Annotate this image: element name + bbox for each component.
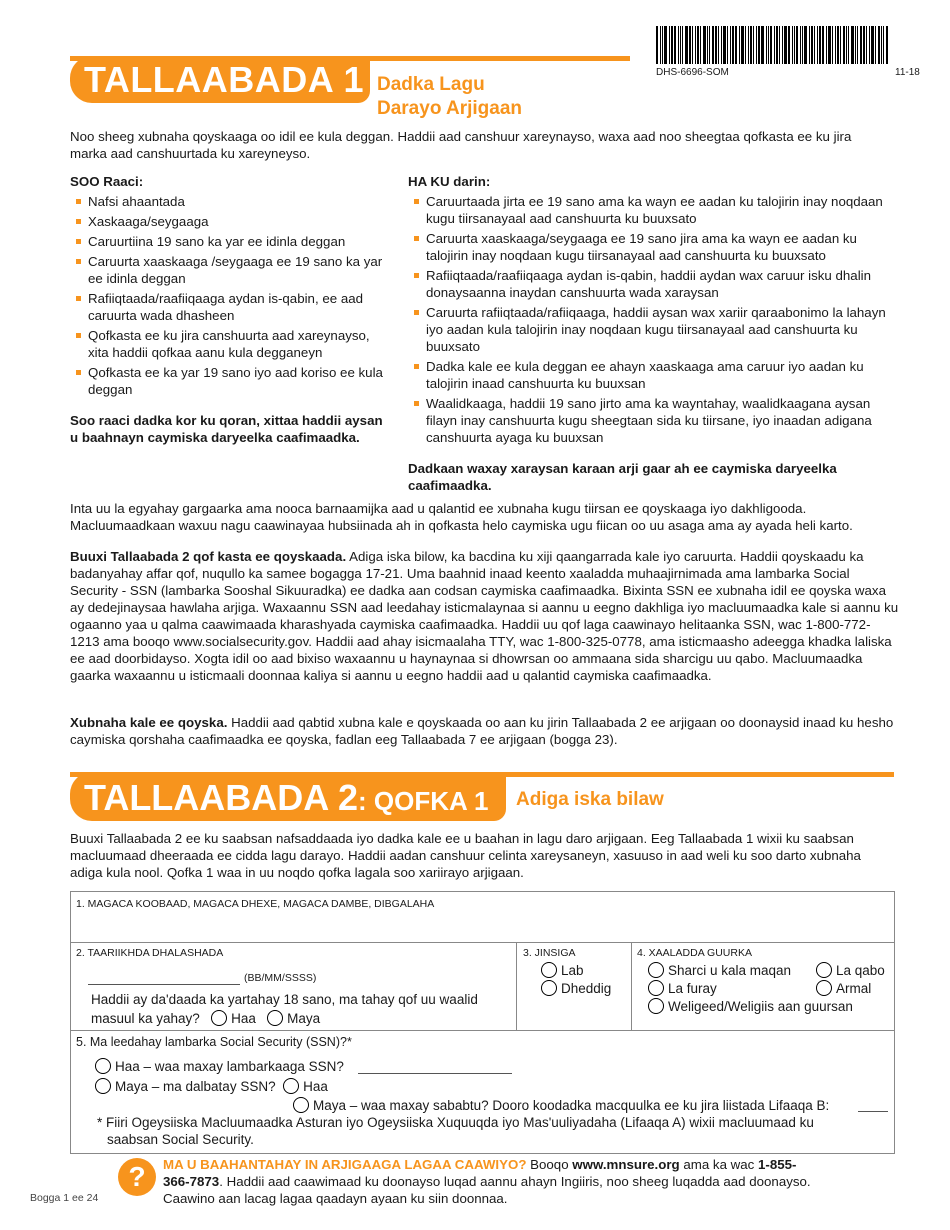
exclude-note: Dadkaan waxay xaraysan karaan arji gaar ah ee caymiska daryeelka caafimaadka. (408, 461, 837, 493)
ssn-applied-yes-radio[interactable] (283, 1078, 299, 1094)
marital-widowed-label: Armal (836, 981, 872, 996)
exclude-item: Dadka kale ee kula deggan ee ahayn xaaskaaga ama caruur iyo aadan ku talojirin inaad canshuurta ku buuxsan (408, 358, 888, 392)
dob-input[interactable] (88, 971, 240, 985)
barcode-bar (697, 26, 699, 64)
guardian-no-radio[interactable] (267, 1010, 283, 1026)
col-divider-1 (516, 942, 517, 1030)
barcode-bar (709, 26, 710, 64)
barcode-bar (695, 26, 696, 64)
barcode-bar (756, 26, 757, 64)
barcode-bar (846, 26, 847, 64)
barcode-bar (796, 26, 798, 64)
include-item: Nafsi ahaantada (70, 193, 385, 210)
include-title: SOO Raaci: (70, 174, 144, 189)
exclude-item: Caruurtaada jirta ee 19 sano ama ka wayn ee aadan ku talojirin inay noqdaan kugu tiirsanayaal aad canshuurta ku buuxsato (408, 193, 888, 227)
guardian-question-line2: masuul ka yahay? (91, 1011, 200, 1026)
barcode-bar (750, 26, 752, 64)
sex-female-radio[interactable] (541, 980, 557, 996)
sex-male-radio[interactable] (541, 962, 557, 978)
barcode-bar (828, 26, 831, 64)
barcode-bar (788, 26, 790, 64)
barcode-bar (758, 26, 760, 64)
barcode-bar (851, 26, 854, 64)
exclude-item: Caruurta rafiiqtaada/rafiiqaaga, haddii aysan wax xariir qaraabonimo la lahayn iyo aadan kula talojirin inay noqdaan kugu tiirsanayaal aad canshuurta ku buuxsato (408, 304, 888, 355)
ssn-note-line2: saabsan Social Security. (107, 1132, 254, 1147)
form-date: 11-18 (895, 67, 920, 78)
barcode-bar (680, 26, 681, 64)
barcode-bar (674, 26, 676, 64)
barcode-bar (741, 26, 744, 64)
step2-title (70, 772, 506, 821)
include-list (70, 193, 385, 398)
page-number: Bogga 1 ee 24 (30, 1192, 99, 1204)
barcode-bar (660, 26, 661, 64)
barcode-bar (721, 26, 722, 64)
barcode-bar (671, 26, 673, 64)
marital-widowed (816, 980, 871, 996)
ssn-applied-yes-label: Haa (303, 1079, 328, 1094)
form-code: DHS-6696-SOM (656, 67, 729, 78)
barcode-bar (869, 26, 870, 64)
include-item: Caruurtiina 19 sano ka yar ee idinla deggan (70, 233, 385, 250)
exclude-column (408, 174, 888, 494)
ssn-note-line1: * Fiiri Ogeysiiska Macluumaadka Asturan iyo Ogeysiiska Xuquuqda iyo Mas'uuliyadaha (Lifaaqa A) wixii macluumaad ku (97, 1115, 814, 1130)
step2-subtitle: Adiga iska bilaw (516, 789, 664, 810)
marital-married-radio[interactable] (816, 962, 832, 978)
barcode-bar (792, 26, 793, 64)
barcode-bar (745, 26, 746, 64)
step2-intro: Buuxi Tallaabada 2 ee ku saabsan nafsaddaada iyo dadka kale ee u baahan in lagu daro arjigaan. Eeg Tallaabada 1 wixii ku saabsan macluumaad dheeraada ee cidda lagu darayo. Haddii aadan canshuur celinta xareysaneyn, xasuuso in aad weli ku soo darto xubnaha adiga kula nool. Qofka 1 waa in uu noqdo qofka lagala soo xariirayo arjigaan. (70, 831, 861, 880)
barcode-bar (883, 26, 884, 64)
para3-text: Haddii aad qabtid xubna kale e qoyskaada oo aan ku jirin Tallaabada 2 ee arjigaan oo doonaysid inaad ku hesho caymiska qorshaha caafimaadka ee qoyska, fadlan eeg Tallaabada 7 ee arjigaan (bogga 23). (70, 715, 894, 747)
barcode-bar (794, 26, 795, 64)
include-note: Soo raaci dadka kor ku qoran, xittaa haddii aysan u baahnayn caymiska daryeelka caafimaadka. (70, 413, 383, 445)
barcode-bar (826, 26, 827, 64)
barcode-bar (782, 26, 783, 64)
para2-lead: Buuxi Tallaabada 2 qof kasta ee qoyskaada. (70, 549, 347, 564)
q3-label: 3. JINSIGA (523, 947, 576, 959)
help-text3: . Haddii aad caawimaad ku doonayso luqad aannu ahayn Ingiiris, noo sheeg luqadda aad doonayso. Caawino aan lacag lagaa qaadayn ayaan ku siin doonnaa. (163, 1174, 811, 1206)
barcode-bar (784, 26, 787, 64)
barcode-bar (866, 26, 867, 64)
help-heading: MA U BAAHANTAHAY IN ARJIGAAGA LAGAA CAAWIYO? (163, 1157, 527, 1172)
barcode-bar (768, 26, 769, 64)
step1-para-other (70, 714, 900, 748)
barcode-bar (843, 26, 845, 64)
marital-separated-radio[interactable] (648, 962, 664, 978)
help-text2: ama ka wac (679, 1157, 759, 1172)
barcode-bar (770, 26, 772, 64)
barcode-bar (871, 26, 874, 64)
step1-subtitle (377, 73, 522, 121)
exclude-item: Rafiiqtaada/raafiiqaaga aydan is-qabin, haddii aydan wax caruur isku dhalin donaysaanna inaydan canshuurta wada xaraysan (408, 267, 888, 301)
barcode-bar (748, 26, 749, 64)
barcode-bar (715, 26, 717, 64)
barcode-bar (678, 26, 679, 64)
ssn-input[interactable] (358, 1060, 512, 1074)
marital-never-radio[interactable] (648, 998, 664, 1014)
exclude-item: Caruurta xaaskaaga/seygaaga ee 19 sano jira ama ka wayn ee aadan ku talojirin inay noqdaan kugu tiirsanayaal aad canshuurta ku buuxsato (408, 230, 888, 264)
barcode-bar (739, 26, 740, 64)
step1-title: TALLAABADA 1 (70, 56, 370, 103)
ssn-no (95, 1078, 328, 1094)
q5-label: 5. Ma leedahay lambarka Social Security (SSN)?* (76, 1035, 352, 1049)
step1-subtitle-line2: Darayo Arjigaan (377, 98, 523, 119)
barcode-bar (835, 26, 836, 64)
include-item: Qofkasta ee ku jira canshuurta aad xareynayso, xita haddii qofkaa aanu kula degganeyn (70, 327, 385, 361)
ssn-yes (95, 1058, 344, 1074)
barcode-bar (800, 26, 801, 64)
q2-label: 2. TAARIIKHDA DHALASHADA (76, 947, 224, 959)
ssn-yes-label: Haa – waa maxay lambarkaaga SSN? (115, 1059, 344, 1074)
barcode-bar (766, 26, 767, 64)
barcode-bar (727, 26, 728, 64)
barcode-bar (857, 26, 858, 64)
barcode-bar (669, 26, 670, 64)
ssn-no-radio[interactable] (95, 1078, 111, 1094)
marital-married (816, 962, 885, 978)
help-box (163, 1156, 823, 1207)
barcode-bar (735, 26, 737, 64)
help-url[interactable]: www.mnsure.org (572, 1157, 680, 1172)
row-divider-1 (71, 942, 894, 943)
barcode-bar (832, 26, 833, 64)
marital-widowed-radio[interactable] (816, 980, 832, 996)
barcode-bar (723, 26, 726, 64)
barcode-bar (774, 26, 775, 64)
dob-format: (BB/MM/SSSS) (244, 972, 317, 984)
barcode-bar (837, 26, 839, 64)
barcode-bar (664, 26, 667, 64)
barcode-bar (712, 26, 714, 64)
barcode-bar (804, 26, 807, 64)
include-item: Caruurta xaaskaaga /seygaaga ee 19 sano ka yar ee idinla deggan (70, 253, 385, 287)
q4-label: 4. XAALADDA GUURKA (637, 947, 752, 959)
barcode-bar (761, 26, 764, 64)
barcode-bar (685, 26, 688, 64)
barcode-bar (814, 26, 815, 64)
name-field[interactable] (71, 892, 894, 942)
help-phone[interactable]: 1-855-366-7873 (163, 1157, 797, 1189)
barcode-bar (732, 26, 734, 64)
include-item: Qofkasta ee ka yar 19 sano iyo aad koriso ee kula deggan (70, 364, 385, 398)
guardian-yes-label: Haa (231, 1011, 256, 1026)
barcode-bar (703, 26, 706, 64)
barcode-bar (689, 26, 691, 64)
sex-female (541, 980, 611, 996)
barcode-bar (875, 26, 876, 64)
sex-male-label: Lab (561, 963, 584, 978)
step1-para-complete (70, 548, 900, 684)
marital-separated (648, 962, 791, 978)
barcode-bar (822, 26, 824, 64)
barcode-bar (753, 26, 754, 64)
barcode-bar (863, 26, 865, 64)
ssn-yes-radio[interactable] (95, 1058, 111, 1074)
marital-never (648, 998, 853, 1014)
guardian-yes-radio[interactable] (211, 1010, 227, 1026)
ssn-applied-no (293, 1097, 829, 1113)
barcode-bar (700, 26, 701, 64)
para3-lead: Xubnaha kale ee qoyska. (70, 715, 228, 730)
include-item: Xaskaaga/seygaaga (70, 213, 385, 230)
barcode-bar (692, 26, 693, 64)
barcode-bar (779, 26, 780, 64)
barcode-bar (802, 26, 803, 64)
help-text1: Booqo (526, 1157, 573, 1172)
barcode-bar (886, 26, 888, 64)
barcode-bar (707, 26, 708, 64)
sex-male (541, 962, 584, 978)
row-divider-2 (71, 1030, 894, 1031)
barcode-bar (730, 26, 731, 64)
marital-separated-label: Sharci u kala maqan (668, 963, 792, 978)
marital-never-label: Weligeed/Weligiis aan guursan (668, 999, 853, 1014)
marital-divorced-label: La furay (668, 981, 717, 996)
guardian-question-line1: Haddii ay da'daada ka yartahay 18 sano, ma tahay qof uu waalid (91, 992, 478, 1007)
barcode-bar (840, 26, 841, 64)
barcode-bar (878, 26, 880, 64)
barcode-bar (817, 26, 818, 64)
col-divider-2 (631, 942, 632, 1030)
barcode-bar (682, 26, 683, 64)
step1-intro: Noo sheeg xubnaha qoyskaaga oo idil ee kula deggan. Haddii aad canshuur xareynayso, waxa aad noo sheegtaa qofkasta ee ku jira marka aad canshuurtada ku xareyneyso. (70, 129, 852, 161)
barcode-bar (855, 26, 856, 64)
ssn-applied-no-radio[interactable] (293, 1097, 309, 1113)
barcode-bar (656, 26, 658, 64)
guardian-question (91, 1010, 320, 1026)
guardian-no-label: Maya (287, 1011, 321, 1026)
barcode (656, 26, 922, 64)
q1-label: 1. MAGACA KOOBAAD, MAGACA DHEXE, MAGACA DAMBE, DIBGALAHA (76, 898, 435, 910)
include-item: Rafiiqtaada/raafiiqaaga aydan is-qabin, ee aad caruurta wada dhasheen (70, 290, 385, 324)
barcode-bar (809, 26, 810, 64)
step2-title-main: TALLAABADA 2 (84, 777, 358, 818)
marital-married-label: La qabo (836, 963, 885, 978)
sex-female-label: Dheddig (561, 981, 612, 996)
step2-title-person: : QOFKA 1 (357, 786, 489, 816)
barcode-bar (718, 26, 719, 64)
barcode-bar (848, 26, 849, 64)
exclude-item: Waalidkaaga, haddii 19 sano jirto ama ka wayntahay, waalidkaagana aysan filayn inay canshuurta kugu sheegtaan sida ku tiirsane, iyo inaadan adigana canshuurta ayaga ku buuxsan (408, 395, 888, 446)
ssn-no-label: Maya – ma dalbatay SSN? (115, 1079, 276, 1094)
exclude-list (408, 193, 888, 446)
barcode-bar (662, 26, 663, 64)
barcode-bar (881, 26, 882, 64)
barcode-bar (860, 26, 862, 64)
barcode-bar (819, 26, 821, 64)
step1-para-overview: Inta uu la egyahay gargaarka ama nooca barnaamijka aad u qalantid ee xubnaha kugu tiirsan ee qoyskaaga iyo dakhligooda. Macluumaadkaan waxuu nagu caawinayaa hubsiinada ah in qofkasta helo caymiska ugu fiican oo uu asaga ama ay ayada heli karto. (70, 501, 853, 533)
person1-form (70, 891, 895, 1154)
include-column (70, 174, 385, 446)
question-icon: ? (118, 1158, 156, 1196)
marital-divorced (648, 980, 717, 996)
ssn-applied-no-label: Maya – waa maxay sababtu? Dooro koodadka macquulka ee ku jira liistada Lifaaqa B: (313, 1098, 830, 1113)
para2-text: Adiga iska bilow, ka bacdina ku xiji qaangarrada kale iyo caruurta. Haddii qoyskaadu ka badanyahay affar qof, nuqullo ka samee bogagga 17-21. Uma baahnid inaad keento xaaladda muhaajirnimada ama lambarka Social Security - SSN (lambarka Sooshal Sikuuradka) ee dadka aan codsan caymiska caafimaadka. Bixinta SSN ee xubnaha idil ee qoyska waxa ay dedejinaysaa hawlaha arjiga. Waxaannu SSN aad leedahay isticmalaynaa si aannu u eegno dakhliga iyo macluumaadka kale si aannu ku ogaanno yaa u qalma caawimaada kharashyada caymiska caafimaadka. Haddii uu qof laga caawinayo helitaanka SSN, wac 1-800-772-1213 ama booqo www.socialsecurity.gov. Haddii aad ahay isicmaalaha TTY, wac 1-800-325-0778, ama isticmaasho adeegga khadka laliska ee aad doorbidayso. Xogta idil oo aad bixiso waxaannu u haynaynaa si dhowrsan oo ammaana sida sharcigu uu qabo. Macluumaadka gaarka waxaannu u isticmaali doonnaa kaliya si aannu u eegno haddii aad u qalantid caymiska caafimaadka. (70, 549, 899, 683)
barcode-bar (811, 26, 813, 64)
exclude-title: HA KU darin: (408, 174, 491, 189)
step1-subtitle-line1: Dadka Lagu (377, 74, 485, 95)
marital-divorced-radio[interactable] (648, 980, 664, 996)
reason-code-input[interactable] (858, 1098, 888, 1112)
barcode-bar (776, 26, 778, 64)
